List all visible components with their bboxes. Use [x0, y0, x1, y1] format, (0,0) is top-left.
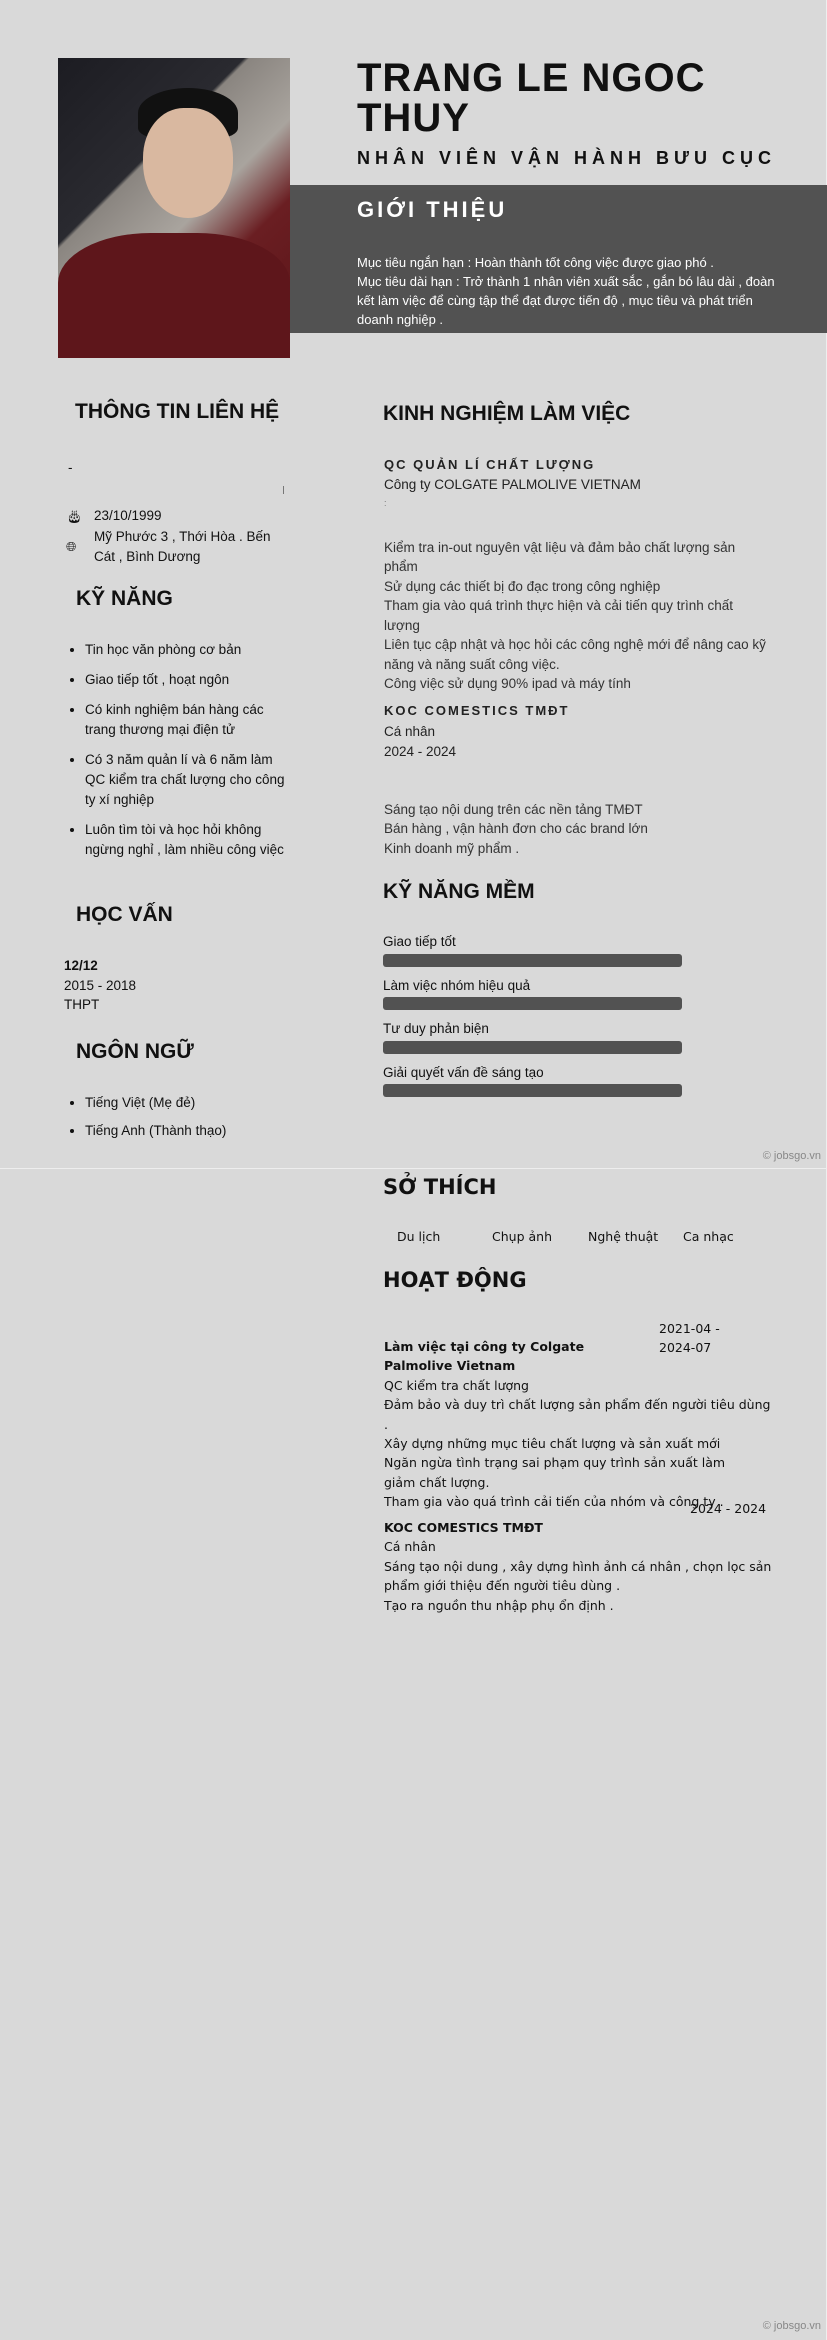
activity-desc-line: Tạo ra nguồn thu nhập phụ ổn định .	[384, 1597, 614, 1613]
soft-skill-label: Giao tiếp tốt	[383, 934, 456, 949]
soft-skill-label: Làm việc nhóm hiệu quả	[383, 977, 531, 993]
job-period: :	[384, 498, 387, 508]
hobby-item: Du lịch	[397, 1229, 441, 1244]
address: Mỹ Phước 3 , Thới Hòa . Bến Cát , Bình Dương	[94, 529, 271, 564]
job-entry	[384, 701, 769, 858]
activities-title: HOẠT ĐỘNG	[383, 1268, 527, 1292]
soft-skill-bar	[383, 954, 682, 967]
candidate-name: TRANG LE NGOC THUY	[357, 56, 706, 140]
activity-role: QC kiểm tra chất lượng	[384, 1377, 529, 1393]
watermark: © jobsgo.vn	[762, 1150, 821, 1162]
skills-title: KỸ NĂNG	[76, 587, 173, 610]
hobby-item: Chụp ảnh	[492, 1229, 552, 1244]
job-desc-line: Liên tục cập nhật và học hỏi các công nghệ mới để nâng cao kỹ năng và năng suất công việc.	[384, 637, 766, 672]
language-item: • Tiếng Anh (Thành thạo)	[85, 1121, 285, 1141]
soft-skill-bar	[383, 1084, 682, 1097]
hobby-item: Nghệ thuật	[588, 1229, 659, 1244]
activity-desc-line: Xây dựng những mục tiêu chất lượng và sản xuất mới	[384, 1436, 721, 1452]
skill-item: • Có 3 năm quản lí và 6 năm làm QC kiểm tra chất lượng cho công ty xí nghiệp	[85, 750, 285, 810]
job-company: Công ty COLGATE PALMOLIVE VIETNAM	[384, 476, 641, 492]
divider	[283, 486, 284, 494]
job-desc-line: Sáng tạo nội dung trên các nền tảng TMĐT	[384, 801, 643, 817]
activity-role: Cá nhân	[384, 1539, 436, 1555]
education-title: HỌC VẤN	[76, 903, 173, 926]
skill-item: • Có kinh nghiệm bán hàng các trang thương mại điện tử	[85, 700, 285, 740]
job-description	[384, 538, 769, 694]
birthday: 23/10/1999	[94, 508, 162, 523]
language-item: • Tiếng Việt (Mẹ đẻ)	[85, 1093, 285, 1113]
job-position: NHÂN VIÊN VẬN HÀNH BƯU CỤC	[357, 148, 776, 168]
activity-desc-line: Đảm bảo và duy trì chất lượng sản phẩm đến người tiêu dùng .	[384, 1397, 771, 1432]
globe-icon: 🌐︎	[66, 539, 77, 554]
languages-title: NGÔN NGỮ	[76, 1040, 194, 1063]
intro-line: Mục tiêu ngắn hạn : Hoàn thành tốt công việc được giao phó .	[357, 255, 714, 270]
watermark: © jobsgo.vn	[762, 2320, 821, 2332]
job-period: 2024 - 2024	[384, 744, 457, 759]
education-entry	[64, 956, 264, 1015]
soft-skill-label: Tư duy phản biện	[383, 1021, 489, 1036]
birthday-cake-icon: 🎂︎	[66, 509, 83, 524]
job-desc-line: Tham gia vào quá trình thực hiện và cải tiến quy trình chất lượng	[384, 598, 733, 633]
languages-list	[65, 1093, 285, 1151]
intro-text	[357, 253, 777, 329]
intro-section	[290, 185, 827, 333]
soft-skill-bar	[383, 1041, 682, 1054]
activity-title: Làm việc tại công ty Colgate Palmolive Vietnam	[384, 1339, 585, 1374]
job-title: KOC COMESTICS TMĐT	[384, 703, 570, 718]
job-entry	[384, 455, 769, 694]
job-desc-line: Công việc sử dụng 90% ipad và máy tính	[384, 676, 631, 691]
hobby-item: Ca nhạc	[683, 1229, 734, 1244]
soft-skills-title: KỸ NĂNG MỀM	[383, 880, 535, 903]
education-period: 2015 - 2018	[64, 977, 137, 993]
school: 12/12	[64, 958, 98, 973]
soft-skills-list	[383, 932, 682, 1106]
activity-title: KOC COMESTICS TMĐT	[384, 1520, 543, 1535]
job-desc-line: Kiểm tra in-out nguyên vật liệu và đảm bảo chất lượng sản phẩm	[384, 539, 736, 574]
activity-desc-line: Sáng tạo nội dung , xây dựng hình ảnh cá nhân , chọn lọc sản phẩm giới thiệu đến người tiêu dùng .	[384, 1558, 772, 1594]
soft-skill-bar	[383, 997, 682, 1010]
activity-entry	[384, 1337, 774, 1512]
skill-item: • Luôn tìm tòi và học hỏi không ngừng nghỉ , làm nhiều công việc	[85, 820, 285, 860]
soft-skill-label: Giải quyết vấn đề sáng tạo	[383, 1064, 544, 1080]
skill-item: • Giao tiếp tốt , hoạt ngôn	[85, 670, 285, 690]
job-description	[384, 800, 769, 859]
job-title: QC QUẢN LÍ CHẤT LƯỢNG	[384, 457, 596, 472]
contact-dash: -	[68, 460, 73, 475]
skill-item: • Tin học văn phòng cơ bản	[85, 640, 285, 660]
experience-title: KINH NGHIỆM LÀM VIỆC	[383, 402, 631, 425]
job-desc-line: Sử dụng các thiết bị đo đạc trong công nghiệp	[384, 578, 661, 594]
activity-period: 2021-04 - 2024-07	[659, 1321, 720, 1356]
activity-period: 2024 - 2024	[690, 1501, 767, 1516]
profile-photo	[58, 58, 290, 358]
contact-title: THÔNG TIN LIÊN HỆ	[75, 400, 280, 423]
skills-list	[65, 640, 285, 870]
job-company: Cá nhân	[384, 723, 436, 739]
activity-desc-line: Tham gia vào quá trình cải tiến của nhóm và công ty .	[384, 1494, 724, 1510]
job-desc-line: Bán hàng , vận hành đơn cho các brand lớn	[384, 821, 648, 836]
page-break	[0, 1168, 827, 1169]
activity-desc-line: Ngăn ngừa tình trạng sai phạm quy trình sản xuất làm giảm chất lượng.	[384, 1455, 726, 1490]
intro-title: GIỚI THIỆU	[357, 197, 508, 222]
degree: THPT	[64, 997, 100, 1012]
hobbies-title: SỞ THÍCH	[383, 1175, 497, 1199]
activity-entry	[384, 1518, 774, 1615]
intro-line: Mục tiêu dài hạn : Trở thành 1 nhân viên xuất sắc , gắn bó lâu dài , đoàn kết làm việc để cùng tập thể đạt được tiến độ , mục tiêu và phát triển doanh nghiệp .	[357, 274, 775, 327]
job-desc-line: Kinh doanh mỹ phẩm .	[384, 840, 520, 856]
